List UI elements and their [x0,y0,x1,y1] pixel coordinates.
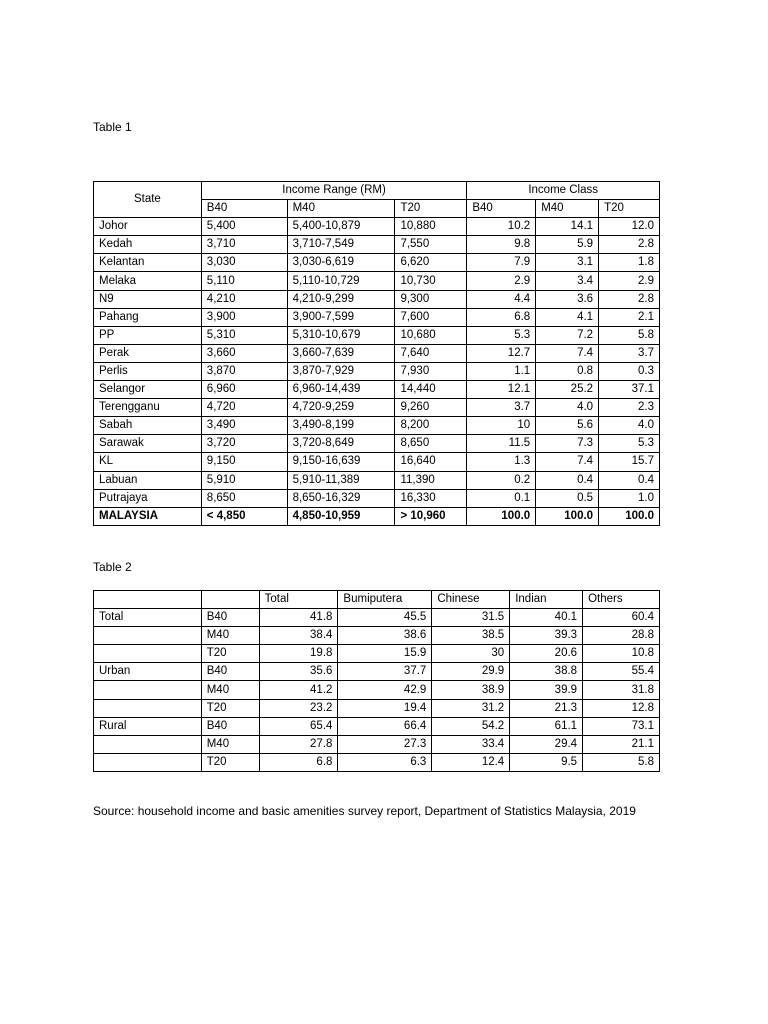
table-cell: 23.2 [259,699,338,717]
table-row [94,381,660,399]
state-name-cell: Kelantan [94,254,202,272]
table-cell: 2.9 [467,272,536,290]
table-cell: 9.8 [467,236,536,254]
table-cell: 3,490 [201,417,287,435]
table-row [94,699,660,717]
table-row [94,435,660,453]
table-cell: 12.1 [467,381,536,399]
table2-header-class [201,591,259,609]
table-cell: 3.1 [536,254,599,272]
table-cell: 14,440 [395,381,467,399]
state-name-cell: Putrajaya [94,489,202,507]
table-cell: 0.5 [536,489,599,507]
table-cell: 19.8 [259,645,338,663]
table-cell: 39.9 [510,681,583,699]
state-name-cell: Sabah [94,417,202,435]
ethnic-income-table [93,590,660,772]
state-name-cell: Sarawak [94,435,202,453]
table2-header-total: Total [259,591,338,609]
table-cell: 7,640 [395,344,467,362]
table-cell: 12.4 [432,753,510,771]
table-cell: 0.2 [467,471,536,489]
source-note: Source: household income and basic amenities survey report, Department of Statistics Malaysia, 2019 [93,804,636,818]
state-name-cell: KL [94,453,202,471]
table-cell: 3,900-7,599 [287,308,395,326]
group-cell [94,699,202,717]
table2-header-bumiputera: Bumiputera [338,591,432,609]
table-row [94,272,660,290]
table-cell: 42.9 [338,681,432,699]
class-cell: B40 [201,609,259,627]
table-cell: 5.3 [599,435,660,453]
table-cell: 5,400 [201,218,287,236]
table-cell: 30 [432,645,510,663]
table-cell: 6,960 [201,381,287,399]
table-cell: 37.1 [599,381,660,399]
total-cell: < 4,850 [201,507,287,525]
table-cell: 4,210-9,299 [287,290,395,308]
table-cell: 4.4 [467,290,536,308]
table-cell: 27.8 [259,735,338,753]
table-cell: 61.1 [510,717,583,735]
table-cell: 3,030 [201,254,287,272]
table-cell: 20.6 [510,645,583,663]
table-cell: 0.3 [599,362,660,380]
table-cell: 3,720-8,649 [287,435,395,453]
table-cell: 3,720 [201,435,287,453]
table-cell: 10,680 [395,326,467,344]
table-row [94,362,660,380]
table-row [94,645,660,663]
class-cell: M40 [201,735,259,753]
table-cell: 31.2 [432,699,510,717]
table-cell: 66.4 [338,717,432,735]
table-cell: 8,650 [395,435,467,453]
group-cell [94,735,202,753]
table-cell: 5.3 [467,326,536,344]
table-cell: 54.2 [432,717,510,735]
table-cell: 4.0 [536,399,599,417]
class-cell: T20 [201,699,259,717]
table-cell: 9,150-16,639 [287,453,395,471]
class-m40-header: M40 [536,200,599,218]
state-name-cell: Perlis [94,362,202,380]
table2-header-group [94,591,202,609]
table-cell: 2.8 [599,290,660,308]
table-cell: 1.0 [599,489,660,507]
group-cell: Total [94,609,202,627]
table-cell: 11,390 [395,471,467,489]
range-m40-header: M40 [287,200,395,218]
table-cell: 3,900 [201,308,287,326]
table-cell: 2.1 [599,308,660,326]
table-cell: 7,550 [395,236,467,254]
table-cell: 3.7 [599,344,660,362]
table-row [94,417,660,435]
table-cell: 11.5 [467,435,536,453]
table-cell: 38.8 [510,663,583,681]
table-cell: 38.9 [432,681,510,699]
state-name-cell: Johor [94,218,202,236]
table-row [94,753,660,771]
table-cell: 7.4 [536,344,599,362]
table-cell: 14.1 [536,218,599,236]
table-row [94,453,660,471]
table-cell: 31.5 [432,609,510,627]
table-row [94,735,660,753]
range-b40-header: B40 [201,200,287,218]
table-cell: 0.4 [599,471,660,489]
state-name-cell: PP [94,326,202,344]
table-cell: 25.2 [536,381,599,399]
total-cell: 4,850-10,959 [287,507,395,525]
table-cell: 5,400-10,879 [287,218,395,236]
table-cell: 5,310 [201,326,287,344]
table-cell: 65.4 [259,717,338,735]
table-cell: 41.8 [259,609,338,627]
group-cell [94,627,202,645]
table-cell: 40.1 [510,609,583,627]
table-cell: 5.9 [536,236,599,254]
table-cell: 4.1 [536,308,599,326]
table-cell: 3,710 [201,236,287,254]
table-cell: 10,730 [395,272,467,290]
class-b40-header: B40 [467,200,536,218]
table-cell: 10.2 [467,218,536,236]
class-cell: M40 [201,681,259,699]
table-cell: 2.3 [599,399,660,417]
table-cell: 7.3 [536,435,599,453]
table-row [94,627,660,645]
table-cell: 12.7 [467,344,536,362]
table-cell: 0.8 [536,362,599,380]
table-cell: 15.7 [599,453,660,471]
table-cell: 9,150 [201,453,287,471]
table2-caption: Table 2 [93,560,132,574]
table-row [94,308,660,326]
table-cell: 7.4 [536,453,599,471]
table-cell: 3,490-8,199 [287,417,395,435]
table-row [94,344,660,362]
table-cell: 3.4 [536,272,599,290]
table-cell: 5,110 [201,272,287,290]
table-cell: 9.5 [510,753,583,771]
table-cell: 29.4 [510,735,583,753]
table-cell: 19.4 [338,699,432,717]
table-cell: 12.0 [599,218,660,236]
table-cell: 3,710-7,549 [287,236,395,254]
table-cell: 35.6 [259,663,338,681]
table-cell: 4,720-9,259 [287,399,395,417]
table-cell: 8,200 [395,417,467,435]
table-cell: 1.3 [467,453,536,471]
table-row [94,717,660,735]
group-cell [94,681,202,699]
table-cell: 6,960-14,439 [287,381,395,399]
table-cell: 45.5 [338,609,432,627]
table-cell: 39.3 [510,627,583,645]
table-cell: 2.9 [599,272,660,290]
table-cell: 3,870 [201,362,287,380]
class-cell: B40 [201,663,259,681]
table-cell: 8,650-16,329 [287,489,395,507]
table-cell: 10.8 [583,645,660,663]
table1-header-row [94,182,660,200]
table-cell: 33.4 [432,735,510,753]
table-cell: 29.9 [432,663,510,681]
table-row [94,489,660,507]
table-cell: 5,310-10,679 [287,326,395,344]
state-name-cell: Selangor [94,381,202,399]
table-cell: 9,260 [395,399,467,417]
table-cell: 3,030-6,619 [287,254,395,272]
table-row [94,218,660,236]
table-cell: 16,640 [395,453,467,471]
state-income-table [93,181,660,526]
table-row [94,290,660,308]
state-header: State [94,182,202,218]
table-cell: 7,930 [395,362,467,380]
table-cell: 10 [467,417,536,435]
table-cell: 5,910 [201,471,287,489]
table-cell: 2.8 [599,236,660,254]
table-cell: 31.8 [583,681,660,699]
table-row [94,471,660,489]
table-cell: 27.3 [338,735,432,753]
income-class-header: Income Class [467,182,660,200]
table2-header-indian: Indian [510,591,583,609]
table-cell: 3.6 [536,290,599,308]
table-cell: 9,300 [395,290,467,308]
table-cell: 3.7 [467,399,536,417]
class-t20-header: T20 [599,200,660,218]
table-cell: 3,660-7,639 [287,344,395,362]
table-cell: 37.7 [338,663,432,681]
table-cell: 73.1 [583,717,660,735]
table-cell: 7,600 [395,308,467,326]
table-cell: 41.2 [259,681,338,699]
state-name-cell: Melaka [94,272,202,290]
total-cell: > 10,960 [395,507,467,525]
state-name-cell: Kedah [94,236,202,254]
table-cell: 21.1 [583,735,660,753]
table-cell: 6.8 [467,308,536,326]
table-cell: 7.2 [536,326,599,344]
table-cell: 28.8 [583,627,660,645]
state-name-cell: N9 [94,290,202,308]
table-cell: 7.9 [467,254,536,272]
total-row [94,507,660,525]
group-cell: Urban [94,663,202,681]
table-cell: 1.8 [599,254,660,272]
group-cell [94,645,202,663]
table1-caption: Table 1 [93,120,132,134]
table-cell: 38.5 [432,627,510,645]
table-cell: 55.4 [583,663,660,681]
table-row [94,663,660,681]
table-cell: 4,720 [201,399,287,417]
table-cell: 6.3 [338,753,432,771]
table2-header-others: Others [583,591,660,609]
class-cell: T20 [201,645,259,663]
table-cell: 1.1 [467,362,536,380]
total-label-cell: MALAYSIA [94,507,202,525]
class-cell: M40 [201,627,259,645]
state-name-cell: Perak [94,344,202,362]
table-cell: 10,880 [395,218,467,236]
table-cell: 3,660 [201,344,287,362]
table2-header-row [94,591,660,609]
income-range-header: Income Range (RM) [201,182,467,200]
table-cell: 38.4 [259,627,338,645]
table-cell: 8,650 [201,489,287,507]
class-cell: B40 [201,717,259,735]
table-cell: 6,620 [395,254,467,272]
table-row [94,236,660,254]
table-cell: 38.6 [338,627,432,645]
table-row [94,254,660,272]
table-cell: 3,870-7,929 [287,362,395,380]
total-cell: 100.0 [599,507,660,525]
table-cell: 16,330 [395,489,467,507]
total-cell: 100.0 [467,507,536,525]
table-cell: 15.9 [338,645,432,663]
group-cell: Rural [94,717,202,735]
table-cell: 4,210 [201,290,287,308]
table-cell: 5,910-11,389 [287,471,395,489]
table2-header-chinese: Chinese [432,591,510,609]
table-row [94,399,660,417]
table-cell: 5.6 [536,417,599,435]
table-cell: 6.8 [259,753,338,771]
table-cell: 5,110-10,729 [287,272,395,290]
group-cell [94,753,202,771]
table-cell: 4.0 [599,417,660,435]
table-cell: 60.4 [583,609,660,627]
table-cell: 12.8 [583,699,660,717]
table-cell: 0.1 [467,489,536,507]
table-row [94,681,660,699]
state-name-cell: Pahang [94,308,202,326]
table-row [94,326,660,344]
table-row [94,609,660,627]
table-cell: 0.4 [536,471,599,489]
class-cell: T20 [201,753,259,771]
state-name-cell: Labuan [94,471,202,489]
table-cell: 5.8 [599,326,660,344]
state-name-cell: Terengganu [94,399,202,417]
table-cell: 21.3 [510,699,583,717]
range-t20-header: T20 [395,200,467,218]
total-cell: 100.0 [536,507,599,525]
table-cell: 5.8 [583,753,660,771]
